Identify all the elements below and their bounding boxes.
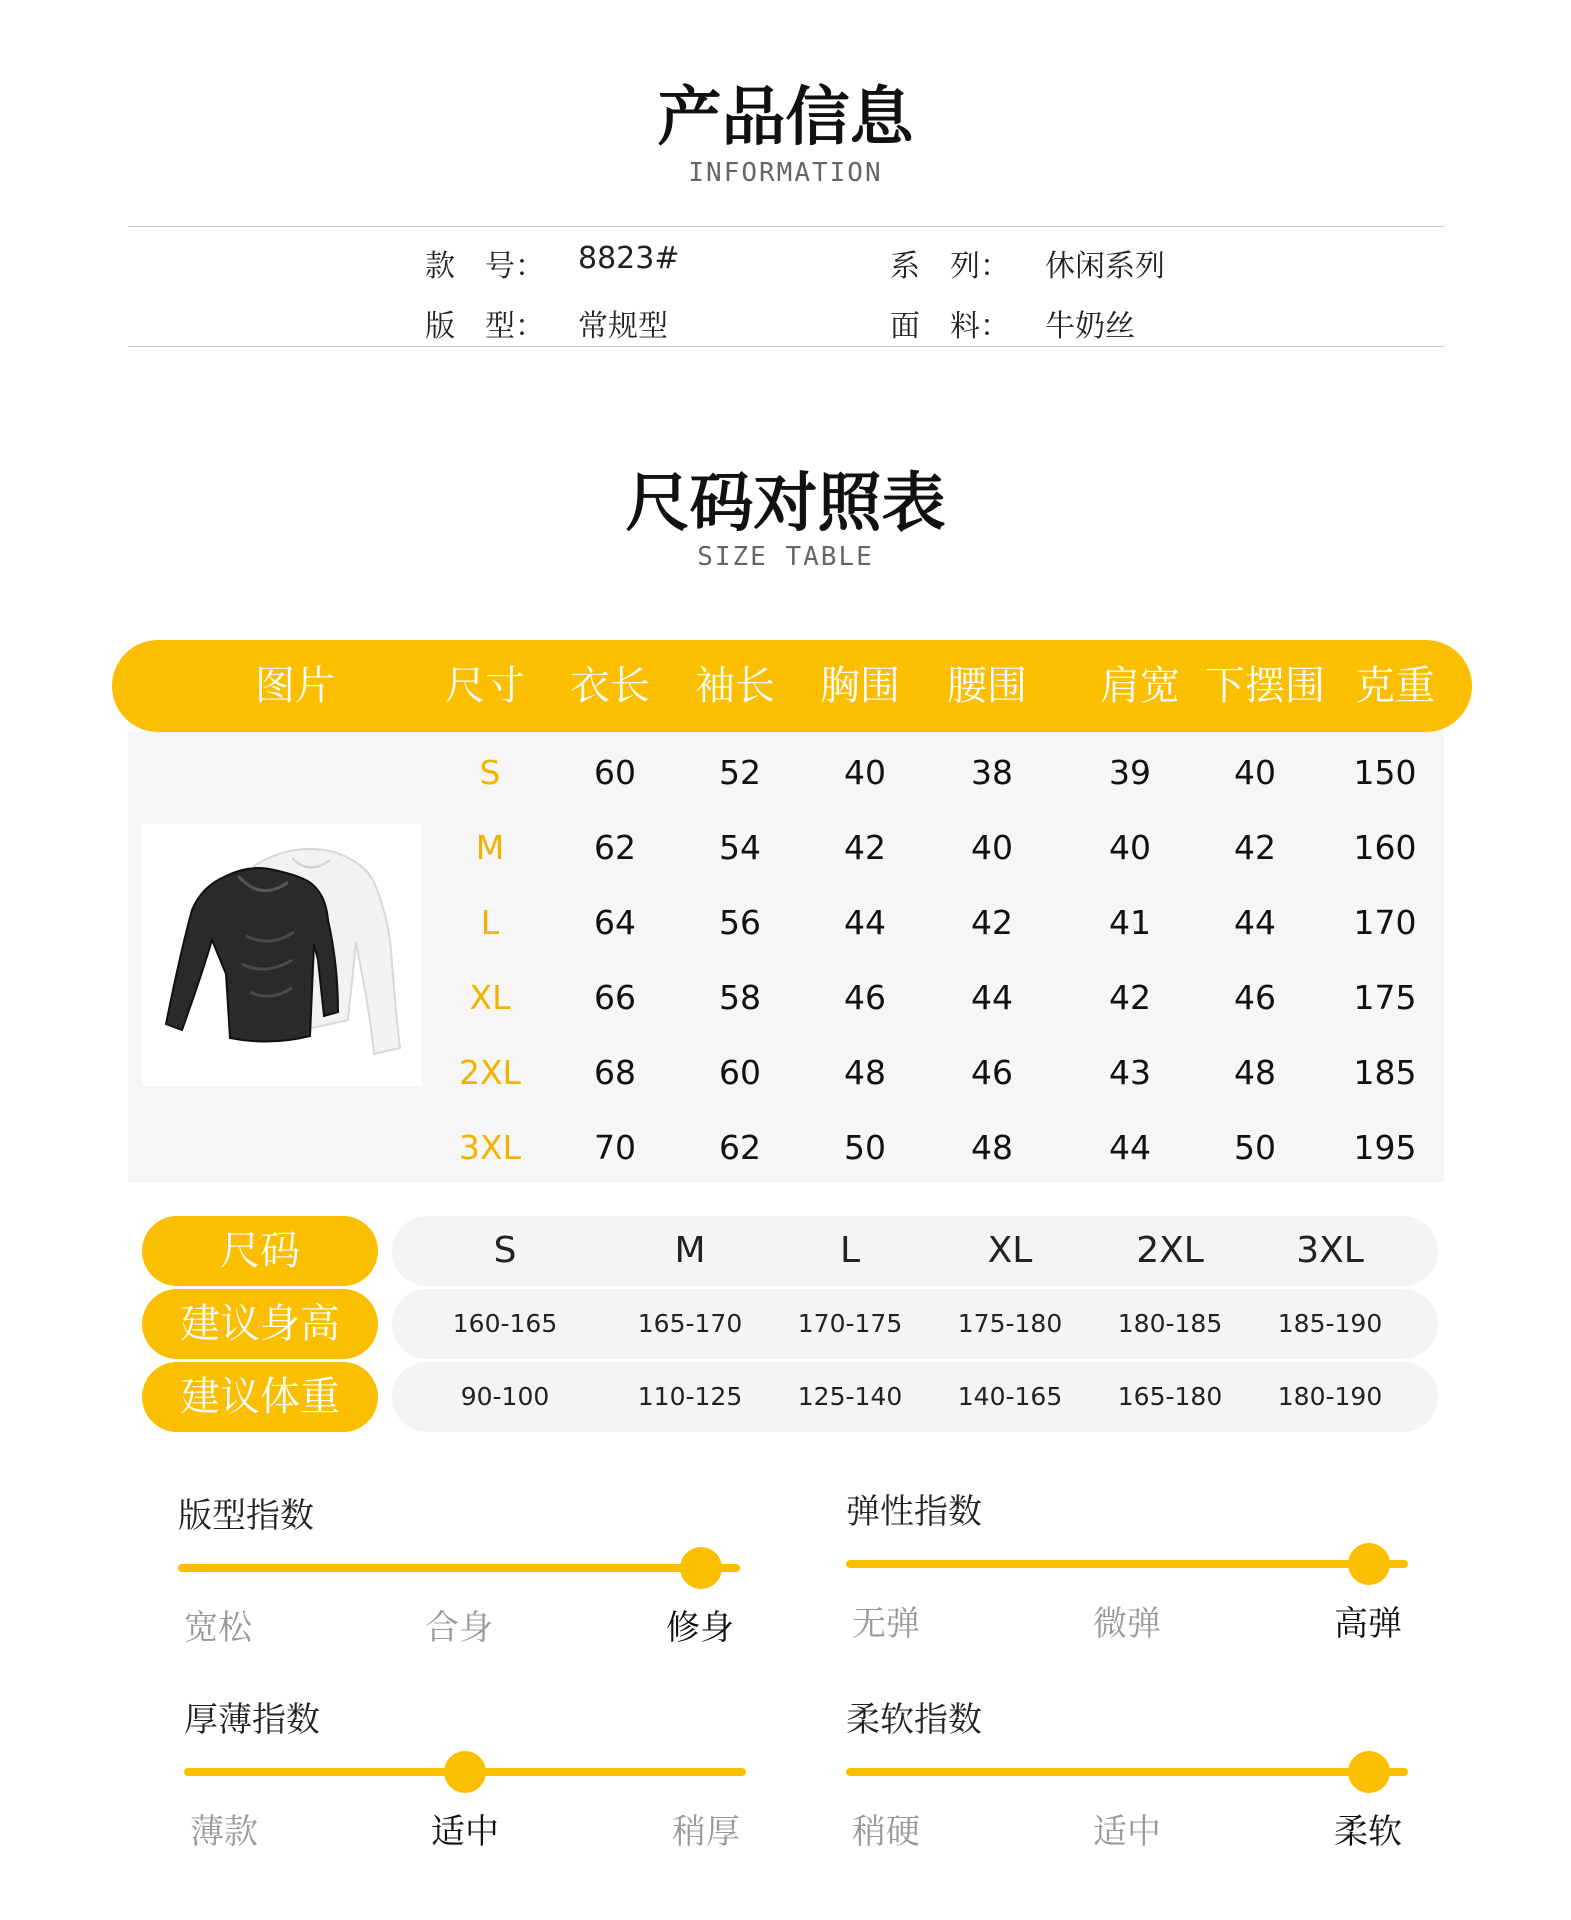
measure-cell: 160 [1353,828,1417,867]
index-knob-softness[interactable] [1348,1751,1390,1793]
size-cell: L [480,903,500,942]
index-title-thickness: 厚薄指数 [184,1700,320,1740]
header-image: 图片 [255,663,335,709]
rec-value-height: 170-175 [797,1309,903,1338]
index-option-thickness: 薄款 [190,1812,258,1852]
field-label-style-no: 款 号： [425,249,545,284]
index-option-stretch: 无弹 [852,1604,920,1644]
size-cell: XL [469,978,511,1017]
header-chest: 胸围 [820,663,900,709]
measure-cell: 46 [971,1053,1013,1092]
measure-cell: 175 [1353,978,1417,1017]
index-track-fit[interactable] [178,1564,740,1572]
rec-value-weight: 165-180 [1117,1382,1223,1411]
rec-value-size: S [493,1230,517,1271]
header-sleeve: 袖长 [695,663,775,709]
index-option-fit: 宽松 [184,1608,252,1648]
index-option-thickness: 稍厚 [672,1812,740,1852]
header-shoulder: 肩宽 [1100,663,1180,709]
rec-value-size: M [674,1230,706,1271]
divider-bottom [128,346,1444,347]
measure-cell: 48 [1234,1053,1276,1092]
measure-cell: 46 [844,978,886,1017]
measure-cell: 43 [1109,1053,1151,1092]
measure-cell: 42 [1109,978,1151,1017]
rec-value-height: 160-165 [452,1309,558,1338]
measure-cell: 50 [844,1128,886,1167]
size-cell: 2XL [459,1053,521,1092]
rec-value-height: 180-185 [1117,1309,1223,1338]
measure-cell: 44 [1109,1128,1151,1167]
measure-cell: 40 [1109,828,1151,867]
measure-cell: 62 [594,828,636,867]
index-option-stretch: 微弹 [1093,1604,1161,1644]
measure-cell: 42 [1234,828,1276,867]
info-title: 产品信息 [657,81,914,155]
field-label-series: 系 列： [890,249,1010,284]
shirt-illustration [142,824,422,1086]
measure-cell: 38 [971,753,1013,792]
measure-cell: 48 [971,1128,1013,1167]
index-option-fit: 合身 [425,1608,493,1648]
field-label-fabric: 面 料： [890,309,1010,344]
measure-cell: 185 [1353,1053,1417,1092]
rec-value-weight: 180-190 [1277,1382,1383,1411]
size-subtitle: SIZE TABLE [697,542,874,572]
index-title-fit: 版型指数 [178,1496,314,1536]
divider-top [128,226,1444,227]
rec-label-weight: 建议体重 [142,1362,378,1432]
measure-cell: 52 [719,753,761,792]
measure-cell: 56 [719,903,761,942]
index-title-softness: 柔软指数 [846,1700,982,1740]
measure-cell: 195 [1353,1128,1417,1167]
measure-cell: 44 [844,903,886,942]
field-value-fit: 常规型 [578,309,668,344]
rec-value-weight: 110-125 [637,1382,743,1411]
size-cell: S [479,753,501,792]
measure-cell: 70 [594,1128,636,1167]
index-track-stretch[interactable] [846,1560,1408,1568]
index-option-fit: 修身 [666,1608,734,1648]
info-subtitle: INFORMATION [688,158,883,188]
index-knob-stretch[interactable] [1348,1543,1390,1585]
rec-value-size: L [839,1230,861,1271]
measure-cell: 39 [1109,753,1151,792]
measure-cell: 44 [1234,903,1276,942]
measure-cell: 54 [719,828,761,867]
measure-cell: 150 [1353,753,1417,792]
index-option-thickness: 适中 [431,1812,499,1852]
size-title: 尺码对照表 [625,467,946,541]
size-cell: 3XL [459,1128,521,1167]
measure-cell: 40 [971,828,1013,867]
index-option-softness: 稍硬 [852,1812,920,1852]
field-label-fit: 版 型： [425,309,545,344]
measure-cell: 64 [594,903,636,942]
index-option-stretch: 高弹 [1334,1604,1402,1644]
index-title-stretch: 弹性指数 [846,1492,982,1532]
rec-value-height: 165-170 [637,1309,743,1338]
index-option-softness: 适中 [1093,1812,1161,1852]
product-image [142,824,422,1086]
header-weight: 克重 [1355,663,1435,709]
rec-value-size: XL [987,1230,1033,1271]
measure-cell: 46 [1234,978,1276,1017]
measure-cell: 60 [594,753,636,792]
rec-value-height: 175-180 [957,1309,1063,1338]
measure-cell: 62 [719,1128,761,1167]
header-waist: 腰围 [947,663,1027,709]
rec-label-height: 建议身高 [142,1289,378,1359]
rec-value-weight: 125-140 [797,1382,903,1411]
rec-label-size: 尺码 [142,1216,378,1286]
index-option-softness: 柔软 [1334,1812,1402,1852]
measure-cell: 170 [1353,903,1417,942]
header-length: 衣长 [570,663,650,709]
field-value-series: 休闲系列 [1045,249,1165,284]
rec-value-size: 2XL [1136,1230,1204,1271]
field-value-fabric: 牛奶丝 [1045,309,1135,344]
measure-cell: 40 [1234,753,1276,792]
field-value-style-no: 8823# [578,241,680,276]
measure-cell: 42 [971,903,1013,942]
rec-value-size: 3XL [1296,1230,1364,1271]
header-hem: 下摆围 [1205,663,1325,709]
measure-cell: 58 [719,978,761,1017]
measure-cell: 50 [1234,1128,1276,1167]
measure-cell: 42 [844,828,886,867]
measure-cell: 40 [844,753,886,792]
measure-cell: 44 [971,978,1013,1017]
measure-cell: 68 [594,1053,636,1092]
measure-cell: 66 [594,978,636,1017]
measure-cell: 48 [844,1053,886,1092]
size-cell: M [475,828,505,867]
index-knob-fit[interactable] [680,1547,722,1589]
measure-cell: 60 [719,1053,761,1092]
rec-value-height: 185-190 [1277,1309,1383,1338]
measure-cell: 41 [1109,903,1151,942]
header-size: 尺寸 [445,663,525,709]
index-track-softness[interactable] [846,1768,1408,1776]
rec-value-weight: 140-165 [957,1382,1063,1411]
rec-value-weight: 90-100 [460,1382,550,1411]
index-knob-thickness[interactable] [444,1751,486,1793]
